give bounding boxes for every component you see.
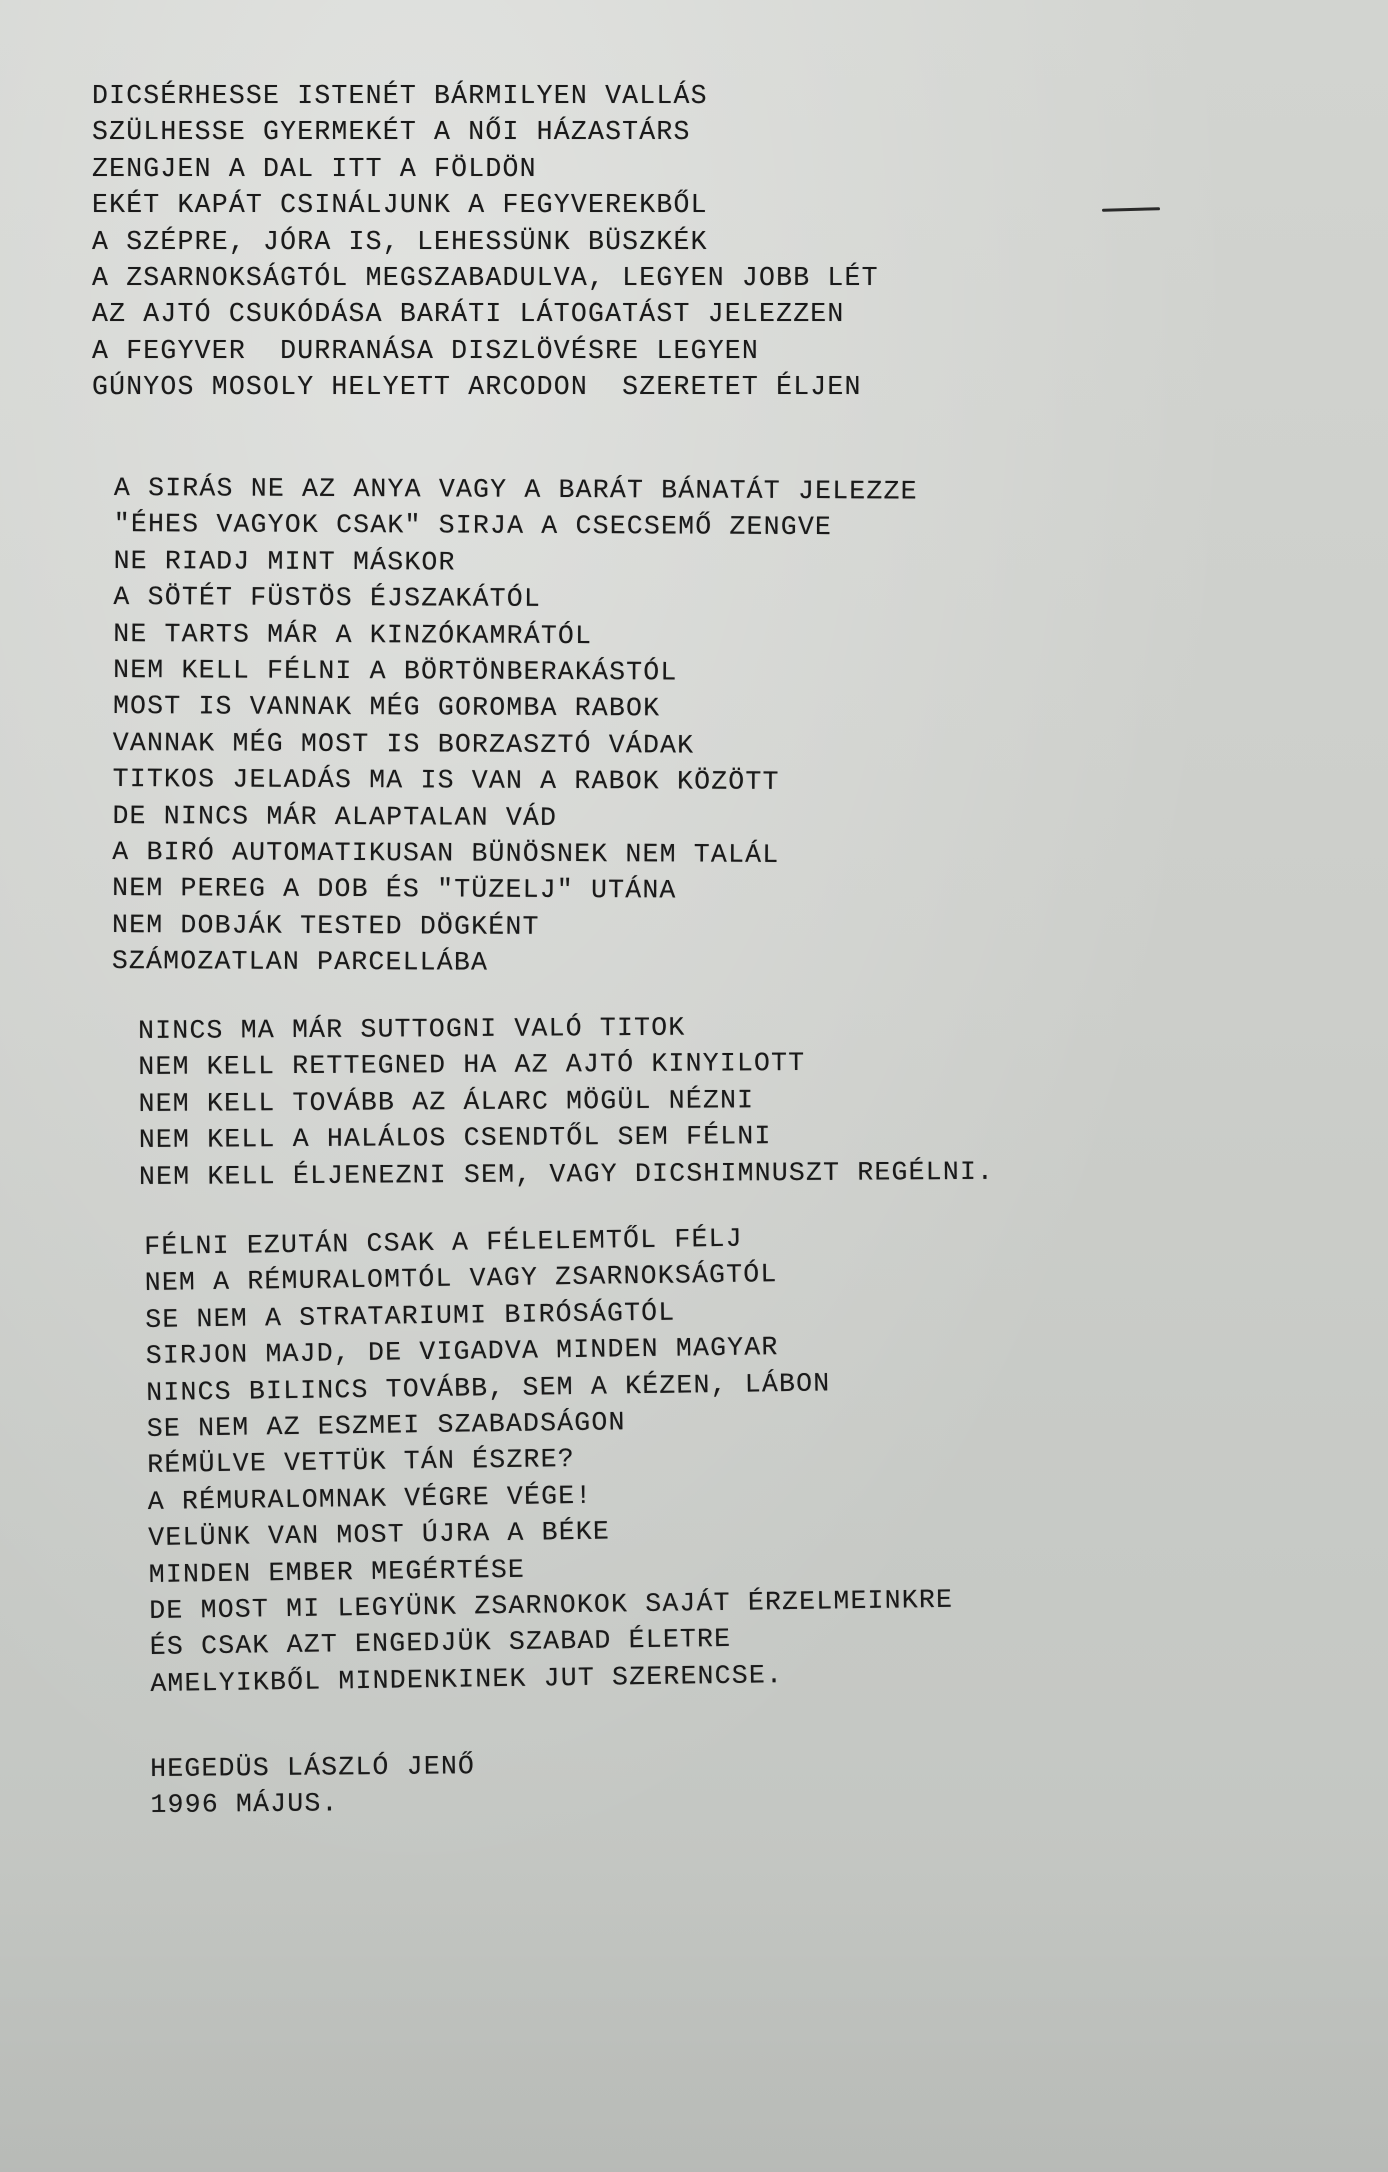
poem-line: MINDEN EMBER MEGÉRTÉSE [148,1554,526,1590]
poem-line: AMELYIKBŐL MINDENKINEK JUT SZERENCSE. [150,1660,784,1700]
poem-line: NE RIADJ MINT MÁSKOR [113,545,456,577]
author-name: HEGEDÜS LÁSZLÓ JENŐ [150,1750,476,1784]
poem-line: DE NINCS MÁR ALAPTALAN VÁD [112,800,558,833]
poem-line: SE NEM A STRATARIUMI BIRÓSÁGTÓL [145,1297,676,1336]
poem-line: VELÜNK VAN MOST ÚJRA A BÉKE [148,1517,611,1554]
poem-line: VANNAK MÉG MOST IS BORZASZTÓ VÁDAK [112,727,695,761]
poem-line: FÉLNI EZUTÁN CSAK A FÉLELEMTŐL FÉLJ [144,1224,743,1263]
stanza-3 [138,1006,1333,1195]
poem-line: ÉS CSAK AZT ENGEDJÜK SZABAD ÉLETRE [149,1624,732,1663]
poem-line: SZÜLHESSE GYERMEKÉT A NŐI HÁZASTÁRS [92,117,691,148]
poem-line: NEM KELL FÉLNI A BÖRTÖNBERAKÁSTÓL [113,654,678,688]
poem-line: A ZSARNOKSÁGTÓL MEGSZABADULVA, LEGYEN JOBB LÉT [92,263,879,294]
poem-line: NINCS MA MÁR SUTTOGNI VALÓ TITOK [138,1013,686,1047]
poem-line: A SIRÁS NE AZ ANYA VAGY A BARÁT BÁNATÁT JELEZZE [113,472,918,507]
poem-line: AZ AJTÓ CSUKÓDÁSA BARÁTI LÁTOGATÁST JELEZZEN [92,299,845,330]
poem-line: NEM DOBJÁK TESTED DÖGKÉNT [111,909,540,942]
poem-line: A FEGYVER DURRANÁSA DISZLÖVÉSRE LEGYEN [92,335,760,366]
poem-line: SE NEM AZ ESZMEI SZABADSÁGON [146,1407,626,1445]
poem-line: NEM KELL TOVÁBB AZ ÁLARC MÖGÜL NÉZNI [138,1085,755,1120]
signature-block [150,1740,1333,1823]
poem-line: NEM KELL ÉLJENEZNI SEM, VAGY DICSHIMNUSZT REGÉLNI. [138,1156,995,1192]
poem-line: DE MOST MI LEGYÜNK ZSARNOKOK SAJÁT ÉRZELMEINKRE [149,1585,954,1627]
poem-line: A SZÉPRE, JÓRA IS, LEHESSÜNK BÜSZKÉK [92,226,708,257]
poem-line: TITKOS JELADÁS MA IS VAN A RABOK KÖZÖTT [112,763,780,797]
poem-line: DICSÉRHESSE ISTENÉT BÁRMILYEN VALLÁS [92,81,708,111]
poem-line: GÚNYOS MOSOLY HELYETT ARCODON SZERETET ÉLJEN [92,372,862,403]
poem-line: NEM PEREG A DOB ÉS "TÜZELJ" UTÁNA [112,873,677,906]
poem-line: "ÉHES VAGYOK CSAK" SIRJA A CSECSEMŐ ZENGVE [113,509,833,543]
poem-line: MOST IS VANNAK MÉG GOROMBA RABOK [112,691,661,724]
poem-line: A RÉMURALOMNAK VÉGRE VÉGE! [147,1480,593,1518]
poem-text [92,78,1332,1823]
stanza-4 [144,1213,1338,1703]
poem-line: NEM KELL RETTEGNED HA AZ AJTÓ KINYILOTT [138,1048,806,1083]
poem-line: A SÖTÉT FÜSTÖS ÉJSZAKÁTÓL [113,581,542,614]
poem-line: EKÉT KAPÁT CSINÁLJUNK A FEGYVEREKBŐL [92,190,708,221]
stanza-1 [92,78,1332,406]
poem-line: RÉMÜLVE VETTÜK TÁN ÉSZRE? [147,1444,576,1481]
signature-date: 1996 MÁJUS. [150,1788,339,1821]
poem-line: ZENGJEN A DAL ITT A FÖLDÖN [92,153,537,184]
paper-shadow [0,1852,1388,2172]
poem-line: SZÁMOZATLAN PARCELLÁBA [111,945,489,978]
stanza-2 [112,470,1332,985]
poem-line: NEM KELL A HALÁLOS CSENDTŐL SEM FÉLNI [138,1121,772,1156]
poem-line: A BIRÓ AUTOMATIKUSAN BÜNÖSNEK NEM TALÁL [112,836,780,870]
poem-line: NE TARTS MÁR A KINZÓKAMRÁTÓL [113,618,593,651]
poem-line: SIRJON MAJD, DE VIGADVA MINDEN MAGYAR [145,1332,779,1372]
poem-line: NEM A RÉMURALOMTÓL VAGY ZSARNOKSÁGTÓL [144,1259,778,1299]
poem-line: NINCS BILINCS TOVÁBB, SEM A KÉZEN, LÁBON [146,1368,831,1408]
